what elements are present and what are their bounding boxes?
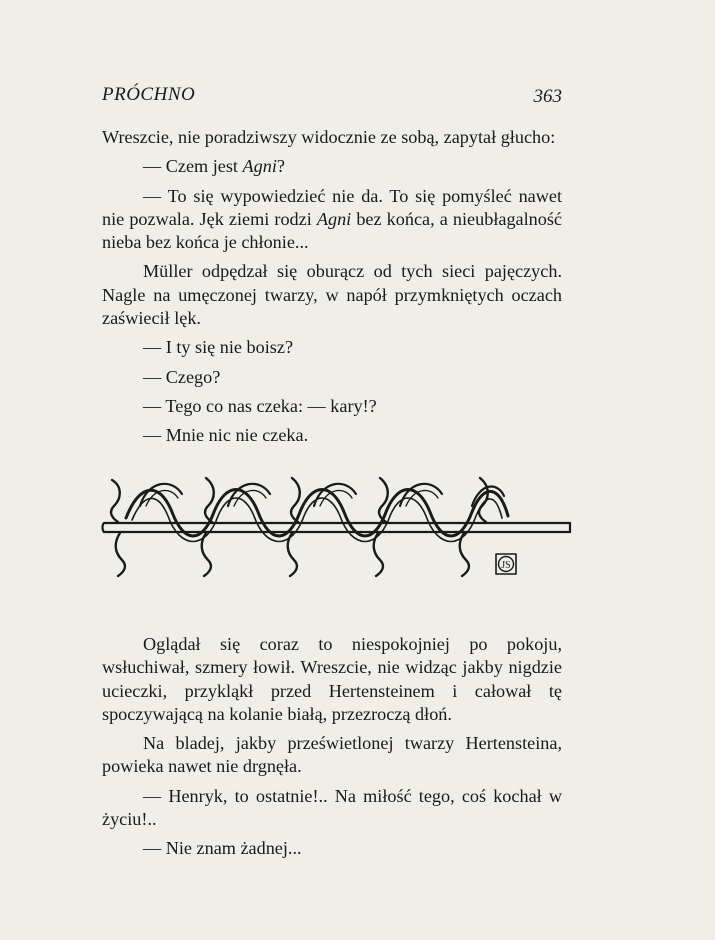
paragraph: Wreszcie, nie poradziwszy widocznie ze sobą, zapytał głucho: xyxy=(102,127,556,147)
dialogue-line: — Czem jest Agni? xyxy=(143,156,285,177)
dialogue-line: — Henryk, to ostatnie!.. Na miłość tego, coś kochał w życiu!.. xyxy=(102,785,562,830)
italic-word: Agni xyxy=(316,208,352,229)
page-header xyxy=(102,84,562,112)
paragraph: Oglądał się coraz to niespokojniej po pokoju, wsłuchiwał, szmery łowił. Wreszcie, nie widząc jakby nigdzie ucieczki, przykląkł przed Hertensteinem i całował tę spoczywającą na kolanie białą, przezroczą dłoń. xyxy=(102,634,562,724)
page-number: 363 xyxy=(533,86,562,107)
dialogue-line: — Czego? xyxy=(143,366,221,387)
dialogue-line: — Mnie nic nie czeka. xyxy=(143,425,309,446)
italic-word: Agni xyxy=(242,156,277,177)
dialogue-line: — Nie znam żadnej... xyxy=(143,838,302,859)
text-block-upper xyxy=(102,126,562,454)
dialogue-line: — To się wypowiedzieć nie da. To się pomyśleć nawet nie pozwala. Jęk ziemi rodzi Agni bez końca, a nieubłagalność nieba bez końca je chłonie... xyxy=(102,185,563,253)
running-head: PRÓCHNO xyxy=(102,84,196,105)
text-block-lower xyxy=(102,633,562,867)
paragraph: Na bladej, jakby prześwietlonej twarzy Hertensteina, powieka nawet nie drgnęła. xyxy=(102,733,562,777)
monogram-text: JS xyxy=(501,560,511,571)
decorative-ornament-icon xyxy=(100,472,580,584)
dialogue-line: — I ty się nie boisz? xyxy=(143,337,294,358)
paragraph: Müller odpędzał się oburącz od tych sieci pajęczych. Nagle na umęczonej twarzy, w napół przymkniętych oczach zaświecił lęk. xyxy=(102,261,562,329)
dialogue-line: — Tego co nas czeka: — kary!? xyxy=(143,395,377,416)
